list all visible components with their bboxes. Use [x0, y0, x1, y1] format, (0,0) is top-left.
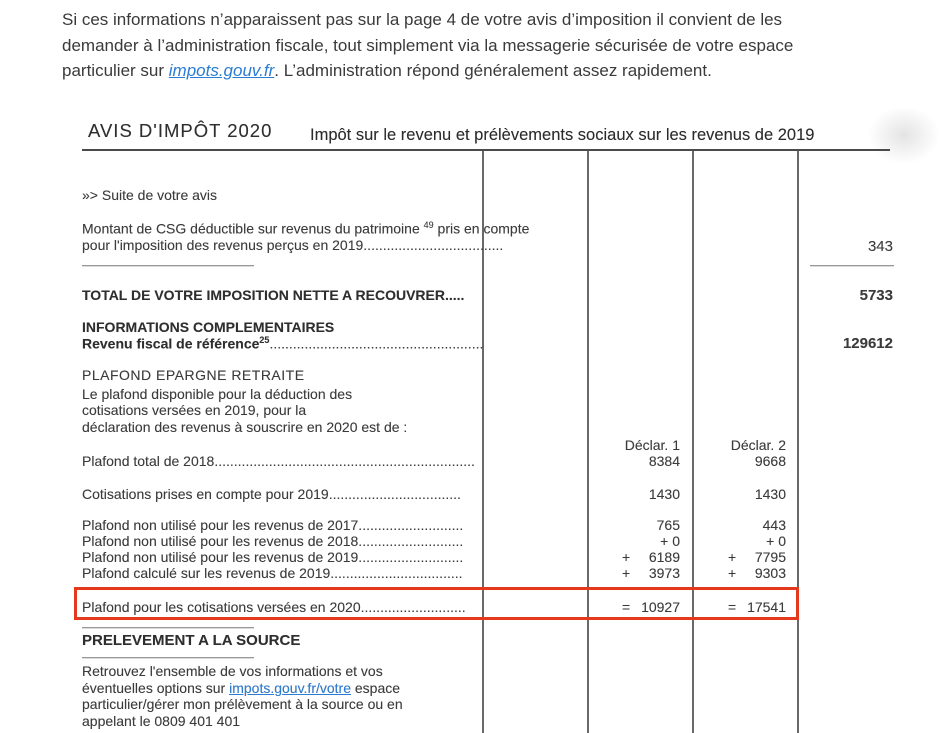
table-cell: + 0 [766, 533, 786, 549]
infos-heading: INFORMATIONS COMPLEMENTAIRES [82, 319, 335, 335]
table-row-label: Plafond non utilisé pour les revenus de 2018........................... [82, 533, 464, 549]
notice-subtitle: Impôt sur le revenu et prélèvements sociaux sur les revenus de 2019 [310, 126, 815, 144]
intro-paragraph [62, 7, 882, 84]
table-cell: + 3973 [622, 565, 680, 581]
csg-value: 343 [867, 238, 893, 255]
table-cell: 1430 [754, 486, 786, 502]
header-rule [82, 149, 890, 151]
table-row-label: Cotisations prises en compte pour 2019.................................. [82, 486, 461, 502]
table-cell: 1430 [648, 486, 680, 502]
intro-line1: Si ces informations n’apparaissent pas sur la page 4 de votre avis d’imposition il convient de les [62, 10, 783, 29]
csg-footnote-sup: 49 [423, 220, 434, 230]
highlight-cell: = 10927 [622, 599, 680, 615]
plafond-desc-1: Le plafond disponible pour la déduction des [82, 386, 353, 402]
scan-artifact [868, 106, 940, 164]
intro-line2: demander à l’administration fiscale, tout simplement via la messagerie sécurisée de votre espace [62, 35, 794, 55]
table-cell: + 0 [660, 533, 680, 549]
table-column-line [692, 150, 694, 733]
table-cell: 8384 [648, 453, 680, 469]
plafond-desc-3: déclaration des revenus à souscrire en 2020 est de : [82, 419, 408, 435]
table-cell: + 7795 [728, 549, 786, 565]
table-row-label: Plafond calculé sur les revenus de 2019.................................. [82, 565, 463, 581]
csg-line1: Montant de CSG déductible sur revenus du patrimoine $^{49}$ pris en compte [82, 220, 530, 237]
rfr-value: 129612 [842, 335, 893, 352]
table-cell: 765 [656, 517, 680, 533]
table-column-line [797, 150, 799, 733]
separator-rule [82, 265, 254, 266]
pas-heading: PRELEVEMENT A LA SOURCE [82, 632, 301, 649]
table-cell: + 6189 [622, 549, 680, 565]
total-value: 5733 [859, 287, 893, 304]
suite-label: »> Suite de votre avis [82, 187, 218, 203]
table-row-label: Plafond non utilisé pour les revenus de 2017........................... [82, 517, 464, 533]
intro-line3-before: particulier sur [62, 61, 169, 80]
highlight-cell: = 17541 [728, 599, 786, 615]
separator-rule [82, 627, 254, 628]
table-cell: + 9303 [728, 565, 786, 581]
plafond-heading: PLAFOND EPARGNE RETRAITE [82, 367, 305, 383]
table-column-line [587, 150, 589, 733]
pas-line3: particulier/gérer mon prélèvement à la source ou en [82, 696, 403, 712]
impots-gouv-link[interactable]: impots.gouv.fr [168, 61, 275, 80]
table-row-label: Plafond total de 2018................................................................... [82, 453, 475, 469]
csg-line2: pour l'imposition des revenus perçus en 2019.................................... [82, 237, 504, 253]
impots-gouv-votre-link: impots.gouv.fr/votre [229, 680, 351, 696]
col-header-declar-2: Déclar. 2 [730, 437, 786, 453]
col-header-declar-1: Déclar. 1 [624, 437, 680, 453]
rfr-footnote-sup: 25 [259, 335, 270, 345]
separator-rule [810, 265, 894, 266]
highlight-row-label: Plafond pour les cotisations versées en 2020........................... [82, 599, 466, 615]
table-cell: 9668 [754, 453, 786, 469]
total-label: TOTAL DE VOTRE IMPOSITION NETTE A RECOUVRER..... [82, 287, 465, 303]
plafond-desc-2: cotisations versées en 2019, pour la [82, 402, 307, 418]
table-row-label: Plafond non utilisé pour les revenus de 2019........................... [82, 549, 464, 565]
pas-line4: appelant le 0809 401 401 [82, 713, 241, 729]
pas-line2: éventuelles options sur impots.gouv.fr/votre espace [82, 680, 401, 696]
table-cell: 443 [762, 517, 786, 533]
intro-line3-after: . L’administration répond généralement assez rapidement. [274, 61, 712, 80]
rfr-row: Revenu fiscal de référence$^{25}$....................................................... [82, 335, 484, 352]
separator-rule [82, 657, 254, 658]
pas-line1: Retrouvez l'ensemble de vos informations et vos [82, 663, 383, 679]
notice-title: AVIS D'IMPÔT 2020 [88, 120, 273, 141]
